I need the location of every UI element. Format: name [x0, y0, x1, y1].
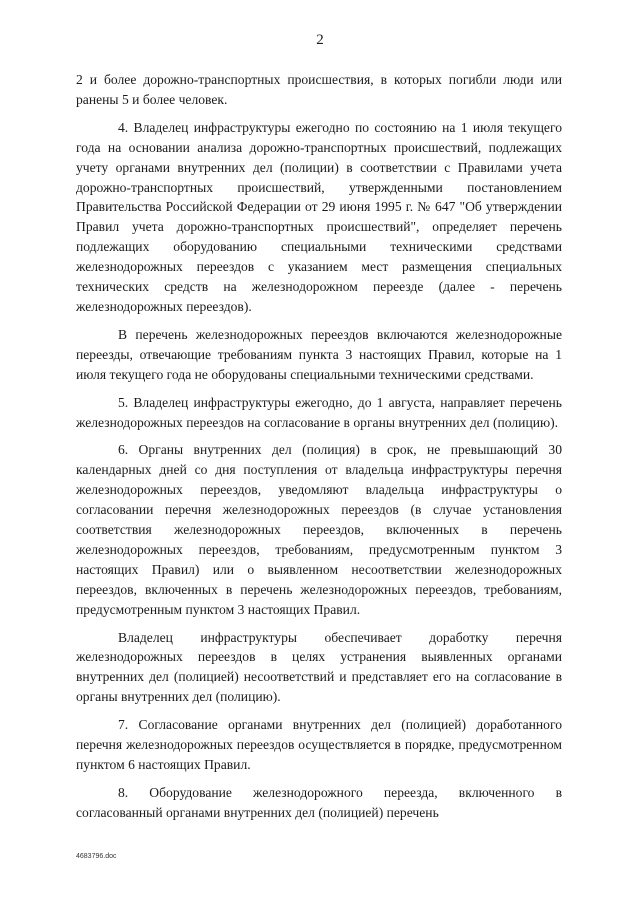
paragraph-item-5: 5. Владелец инфраструктуры ежегодно, до 1 августа, направляет перечень железнодорожных переездов на согласование в органы внутренних дел (полицию). — [76, 394, 562, 430]
paragraph-item-4: 4. Владелец инфраструктуры ежегодно по состоянию на 1 июля текущего года на основании анализа дорожно-транспортных происшествий, подлежащих учету органами внутренних дел (полиции) в соответствии с Правилами учета дорожно-транспортных происшествий, утвержденными постановлением Правительства Российской Федерации от 29 июня 1995 г. № 647 "Об утверждении Правил учета дорожно-транспортных происшествий", определяет перечень подлежащих оборудованию специальными техническими средствами железнодорожных переездов с указанием мест размещения специальных технических средств на железнодорожном переезде (далее - перечень железнодорожных переездов). — [76, 119, 562, 314]
paragraph-item-6: 6. Органы внутренних дел (полиция) в срок, не превышающий 30 календарных дней со дня поступления от владельца инфраструктуры перечня железнодорожных переездов, уведомляют владельца инфраструктуры о согласовании перечня железнодорожных переездов (в случае установления соответствия железнодорожных переездов, включенных в перечень железнодорожных переездов, требованиям, предусмотренным пунктом 3 настоящих Правил) или о выявленном несоответствии железнодорожных переездов, включенных в перечень железнодорожных переездов, требованиям, предусмотренным пунктом 3 настоящих Правил. — [76, 442, 562, 617]
paragraph-item-4-list: В перечень железнодорожных переездов включаются железнодорожные переезды, отвечающие требованиям пункта 3 настоящих Правил, которые на 1 июля текущего года не оборудованы специальными техническими средствами. — [76, 326, 562, 382]
paragraph-item-7: 7. Согласование органами внутренних дел (полицией) доработанного перечня железнодорожных переездов осуществляется в порядке, предусмотренном пунктом 6 настоящих Правил. — [76, 717, 562, 772]
paragraph-item-6-owner: Владелец инфраструктуры обеспечивает доработку перечня железнодорожных переездов в целях устранения выявленных органами внутренних дел (полицией) несоответствий и представляет его на согласование в органы внутренних дел (полицию). — [76, 629, 562, 705]
document-body — [76, 70, 562, 823]
paragraph-item-8: 8. Оборудование железнодорожного переезда, включенного в согласованный органами внутренних дел (полицией) перечень — [76, 784, 562, 820]
paragraph-continuation: 2 и более дорожно-транспортных происшествия, в которых погибли люди или ранены 5 и более человек. — [76, 72, 562, 107]
file-footer: 4683796.doc — [76, 853, 117, 860]
page-number: 2 — [316, 32, 324, 48]
